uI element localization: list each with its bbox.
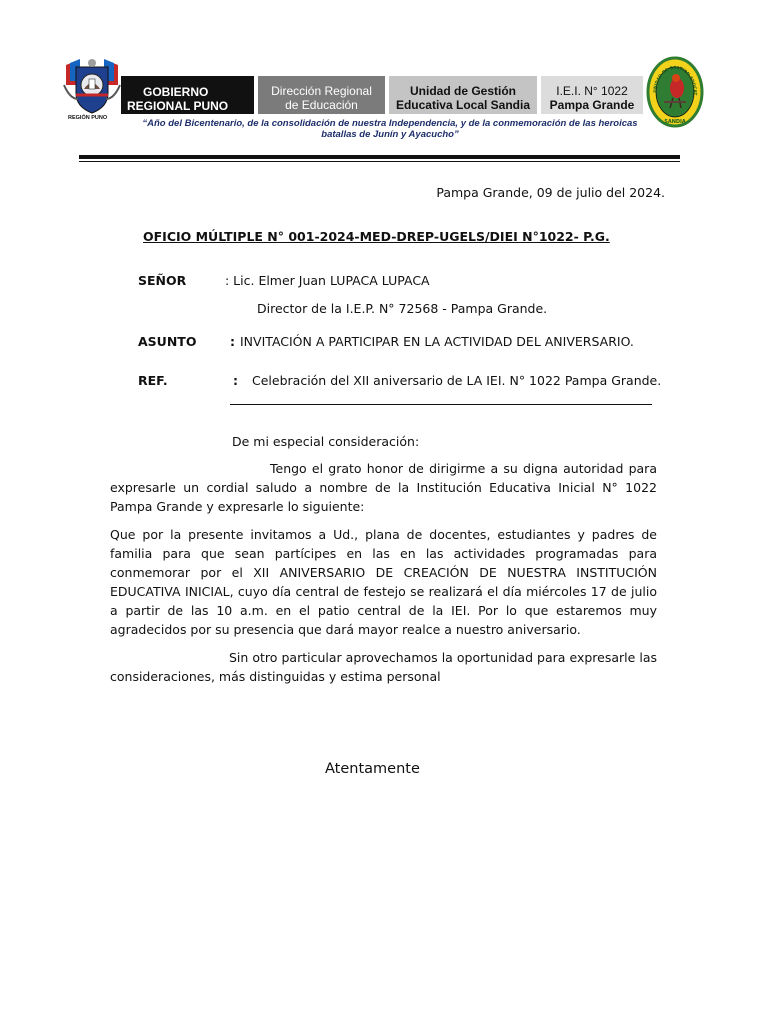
- gobierno-regional-line2: REGIONAL PUNO: [127, 99, 229, 113]
- ref-underline: [230, 404, 652, 405]
- year-motto: [100, 118, 680, 140]
- header-divider-thick: [79, 155, 680, 159]
- iei-box: [541, 76, 643, 114]
- asunto-label: ASUNTO: [138, 334, 197, 349]
- direccion-regional-line2: de Educación: [285, 98, 358, 112]
- ref-colon: :: [233, 373, 238, 388]
- asunto-value: INVITACIÓN A PARTICIPAR EN LA ACTIVIDAD DEL ANIVERSARIO.: [240, 334, 634, 349]
- gobierno-regional-box: [121, 76, 254, 114]
- senor-position: Director de la I.E.P. N° 72568 - Pampa Grande.: [257, 301, 548, 316]
- senor-label: SEÑOR: [138, 273, 187, 288]
- ugel-sandia-seal: [646, 54, 704, 128]
- direccion-regional-box: [258, 76, 385, 114]
- iei-line2: Pampa Grande: [549, 98, 635, 112]
- seal-bottom-text: SANDIA: [664, 119, 686, 125]
- ref-label: REF.: [138, 373, 168, 388]
- closing: Atentamente: [325, 761, 420, 777]
- paragraph-1: Tengo el grato honor de dirigirme a su digna autoridad para expresarle un cordial saludo a nombre de la Institución Educativa Inicial N° 1022 Pampa Grande y expresarle lo siguiente:: [110, 461, 657, 514]
- senor-value: : Lic. Elmer Juan LUPACA LUPACA: [225, 273, 430, 288]
- region-puno-logo-caption: REGIÓN PUNO: [68, 115, 108, 121]
- region-puno-logo: [62, 55, 122, 125]
- direccion-regional-line1: Dirección Regional: [271, 84, 372, 98]
- greeting: De mi especial consideración:: [232, 434, 420, 449]
- seal-ring-text: UNIDAD DE GESTION EDUCAT: [651, 64, 699, 96]
- iei-line1: I.E.I. N° 1022: [556, 84, 628, 98]
- ugel-line1: Unidad de Gestión: [409, 84, 516, 98]
- letter-date: Pampa Grande, 09 de julio del 2024.: [436, 185, 665, 200]
- motto-line1: “Año del Bicentenario, de la consolidación de nuestra Independencia, y de la conmemoración de las heroicas: [142, 118, 638, 129]
- oficio-title: OFICIO MÚLTIPLE N° 001-2024-MED-DREP-UGELS/DIEI N°1022- P.G.: [143, 229, 610, 244]
- gobierno-regional-line1: GOBIERNO: [143, 85, 209, 99]
- paragraph-2: Que por la presente invitamos a Ud., plana de docentes, estudiantes y padres de familia para que sean partícipes en las en las actividades programadas para conmemorar por el XII ANIVERSARIO DE CREACIÓN DE NUESTRA INSTITUCIÓN EDUCATIVA INICIAL, cuyo día central de festejo se realizará el día miércoles 17 de julio a partir de las 10 a.m. en el patio central de la IEI. Por lo que estaremos muy agradecidos por su presencia que dará mayor realce a nuestro aniversario.: [110, 527, 657, 637]
- ref-value: Celebración del XII aniversario de LA IEI. N° 1022 Pampa Grande.: [252, 373, 662, 388]
- ugel-sandia-seal-icon: [646, 54, 704, 128]
- motto-line2: batallas de Junín y Ayacucho”: [321, 129, 459, 140]
- paragraph-3: Sin otro particular aprovechamos la oportunidad para expresarle las consideraciones, más distinguidas y estima personal: [110, 650, 657, 684]
- ugel-line2: Educativa Local Sandia: [395, 98, 531, 112]
- asunto-colon: :: [230, 334, 235, 349]
- ugel-box: [389, 76, 537, 114]
- header-divider-thin: [79, 161, 680, 162]
